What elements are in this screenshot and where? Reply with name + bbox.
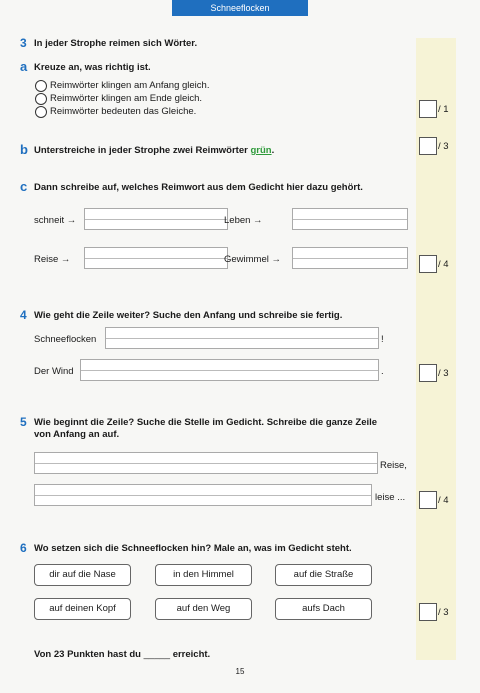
- score-label-3c: / 4: [438, 259, 449, 270]
- write-line-2[interactable]: [34, 484, 372, 506]
- rhyme-word-3: Reise →: [34, 254, 71, 265]
- task-3a-letter: a: [20, 59, 28, 74]
- task-5-number: 5: [20, 415, 27, 429]
- task-3-title: In jeder Strophe reimen sich Wörter.: [34, 38, 198, 49]
- rhyme-word-1: schneit →: [34, 215, 77, 226]
- choice-chip-3[interactable]: auf die Straße: [275, 564, 372, 586]
- choice-chip-4[interactable]: auf deinen Kopf: [34, 598, 131, 620]
- answer-line-1[interactable]: [84, 208, 228, 230]
- task-3b-question: [34, 145, 274, 157]
- page-number: 15: [235, 667, 245, 676]
- task-3b-highlight: grün: [250, 145, 272, 156]
- answer-line-3[interactable]: [84, 247, 228, 269]
- score-label-4: / 3: [438, 368, 449, 379]
- task-3a-question: Kreuze an, was richtig ist.: [34, 62, 151, 73]
- score-box-6[interactable]: [419, 603, 437, 621]
- score-box-3b[interactable]: [419, 137, 437, 155]
- answer-line-4[interactable]: [292, 247, 408, 269]
- task-5-title-line2: von Anfang an auf.: [34, 429, 120, 440]
- task-5-title-line1: Wie beginnt die Zeile? Suche die Stelle im Gedicht. Schreibe die ganze Zeile: [34, 417, 378, 428]
- line-start-1: Schneeflocken: [34, 334, 97, 345]
- option-radio-3[interactable]: [35, 106, 47, 118]
- task-3b-text-end: .: [271, 145, 275, 156]
- task-3c-question: Dann schreibe auf, welches Reimwort aus dem Gedicht hier dazu gehört.: [34, 182, 363, 193]
- option-label-1: Reimwörter klingen am Anfang gleich.: [50, 80, 210, 91]
- points-summary: [34, 649, 210, 661]
- choice-chip-6[interactable]: aufs Dach: [275, 598, 372, 620]
- answer-line-2[interactable]: [292, 208, 408, 230]
- summary-blank[interactable]: _____: [143, 649, 171, 660]
- score-label-3a: / 1: [438, 104, 449, 115]
- summary-after: erreicht.: [172, 649, 211, 660]
- task-4-title: Wie geht die Zeile weiter? Suche den Anfang und schreibe sie fertig.: [34, 310, 343, 321]
- task-3c-letter: c: [20, 179, 28, 194]
- rhyme-word-2: Leben →: [224, 215, 263, 226]
- rhyme-word-4: Gewimmel →: [224, 254, 282, 265]
- task-6-number: 6: [20, 541, 27, 555]
- write-line-1[interactable]: [34, 452, 378, 474]
- line-end-1: !: [381, 334, 384, 345]
- line-end-2: .: [381, 366, 384, 377]
- complete-line-1[interactable]: [105, 327, 379, 349]
- task-6-title: Wo setzen sich die Schneeflocken hin? Male an, was im Gedicht steht.: [34, 543, 352, 554]
- header-title: Schneeflocken: [172, 0, 308, 16]
- score-label-5: / 4: [438, 495, 449, 506]
- option-label-3: Reimwörter bedeuten das Gleiche.: [50, 106, 197, 117]
- choice-chip-5[interactable]: auf den Weg: [155, 598, 252, 620]
- complete-line-2[interactable]: [80, 359, 379, 381]
- score-box-3a[interactable]: [419, 100, 437, 118]
- option-label-2: Reimwörter klingen am Ende gleich.: [50, 93, 203, 104]
- task-3b-letter: b: [20, 142, 28, 157]
- line-ending-2: leise ...: [375, 492, 406, 503]
- score-box-4[interactable]: [419, 364, 437, 382]
- score-label-3b: / 3: [438, 141, 449, 152]
- score-strip: [416, 38, 456, 660]
- line-start-2: Der Wind: [34, 366, 74, 377]
- summary-before: Von 23 Punkten hast du: [34, 649, 141, 660]
- option-radio-2[interactable]: [35, 93, 47, 105]
- choice-chip-2[interactable]: in den Himmel: [155, 564, 252, 586]
- choice-chip-1[interactable]: dir auf die Nase: [34, 564, 131, 586]
- score-label-6: / 3: [438, 607, 449, 618]
- score-box-5[interactable]: [419, 491, 437, 509]
- option-radio-1[interactable]: [35, 80, 47, 92]
- line-ending-1: Reise,: [380, 460, 407, 471]
- score-box-3c[interactable]: [419, 255, 437, 273]
- task-3b-text: Unterstreiche in jeder Strophe zwei Reimwörter: [34, 145, 251, 156]
- task-4-number: 4: [20, 308, 27, 322]
- task-3-number: 3: [20, 36, 27, 50]
